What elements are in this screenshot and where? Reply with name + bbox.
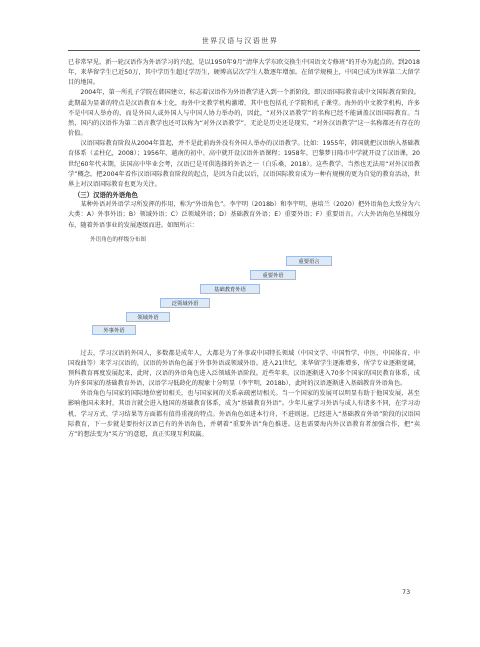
step-foreign-affairs: 外事外语 [92, 325, 136, 335]
step-basic-education: 基础教育外语 [200, 284, 260, 294]
header-divider [68, 50, 420, 51]
step-important-language: 重要语言 [286, 256, 332, 266]
step-important-foreign-language: 重要外语 [250, 270, 296, 280]
section-heading: （三）汉语的外语角色 [74, 191, 138, 200]
step-domain: 领域外语 [126, 312, 170, 322]
paragraph-3: 汉语国际教育阶段从2004年算起，并不是此前海外没有外国人举办的汉语教学。比如：1955年，韩国就把汉语纳入基础教育体系（孟柱亿，2008）；1956年，越南的初中、高中就开设汉语外语课程；1958年，巴黎梦日隆市中学就开设了汉语课，20世纪60年代末期，法国高中毕业会考，汉语已是可供选择的外语之一（白乐桑，2018）。这些教学，当然也无法用“对外汉语教学”概念。把2004年看作汉语国际教育阶段的起点，是因为自此以后，汉语国际教育成为一种有规模的更为自觉的教育活动，世界上对汉语国际教育也更为关注。 [68, 140, 420, 188]
foreign-language-role-figure [68, 235, 420, 341]
page-number: 73 [402, 588, 411, 596]
figure-title: 外语角色的样级分布图 [90, 236, 146, 243]
paragraph-5: 过去，学习汉语的外国人，多数都是成年人，大都是为了外事或中国特长领域（中国文学、中国哲学、中医、中国体育、中国戏曲等）来学习汉语的，汉语的外语角色属于外事外语或领域外语。进入21世纪，来华留学生逐渐增多，所学专业逐渐宽阔，预科教育再度发展起来，此时，汉语的外语角色进入泛领域外语阶段。近些年来，汉语逐渐进入70多个国家的国民教育体系，成为许多国家的基础教育外语，汉语学习低龄化的现象十分明显（李宇明，2018b），此时的汉语逐渐进入基础教育外语角色。 [68, 349, 420, 388]
paragraph-2: 2004年，第一所孔子学院在韩国建立，标志着汉语作为外语教学进入到一个新阶段，即汉语国际教育或中文国际教育阶段。此期最为显著的特点是汉语教育本土化，海外中文教学机构激增，其中也包括孔子学院和孔子课堂。海外的中文教学机构，许多不是中国人举办的，而是外国人或外国人与中国人协力举办的，因此，“对外汉语教学”的名称已经不能涵盖汉语国际教育。当然，国内的汉语作为第二语言教学也还可以称为“对外汉语教学”，无论是历史还是现实，“对外汉语教学”这一名称都还有存在的价值。 [68, 89, 420, 138]
paragraph-6: 外语角色与国家的国际地位密切相关，也与国家间的关系亲疏密切相关。当一个国家的发展可以明显有助于他国发展，甚至影响他国未来时，其语言就会进入他国的基础教育体系，成为“基础教育外语”。少年儿童学习外语与成人有诸多不同，在学习动机、学习方式、学习结果等方面都有值得重视的特点。外语角色如进本行舟，不进则退。已经进入“基础教育外语”阶段的汉语国际教育，下一步就是要扮好汉语已有的外语角色，并朝着“重要外语”角色推进。这也需要海内外汉语教育者加强合作，把“卖方”的想法变为“买方”的意愿，真正实现互利双赢。 [68, 390, 420, 438]
step-general-domain: 泛领域外语 [160, 298, 210, 308]
article-body [68, 58, 420, 440]
running-header: 世界汉语与汉语世界 [201, 37, 279, 45]
paragraph-1: 已非常罕见。新一轮汉语作为外语学习的兴起，是以1950年9月“清华大学东欧交换生中国语文专修班”的开办为起点的。到2018年，来华留学生已近50万，其中学历生超过学历生，硬博高层次学生人数逐年增加。在留学规模上，中国已成为世界第二大留学目的地国。 [68, 59, 420, 87]
paragraph-4: 某种外语对外语学习所发挥的作用，称为“外语角色”。李宇明（2018b）和李宇明、唐培兰（2020）把外语角色大致分为六大类：A）外事外语；B）领域外语；C）泛领域外语；D）基础教育外语；E）重要外语；F）重要语言。六大外语角色呈梯级分布，随着外语事业的发展逐级而进。如图所示： [68, 201, 420, 229]
